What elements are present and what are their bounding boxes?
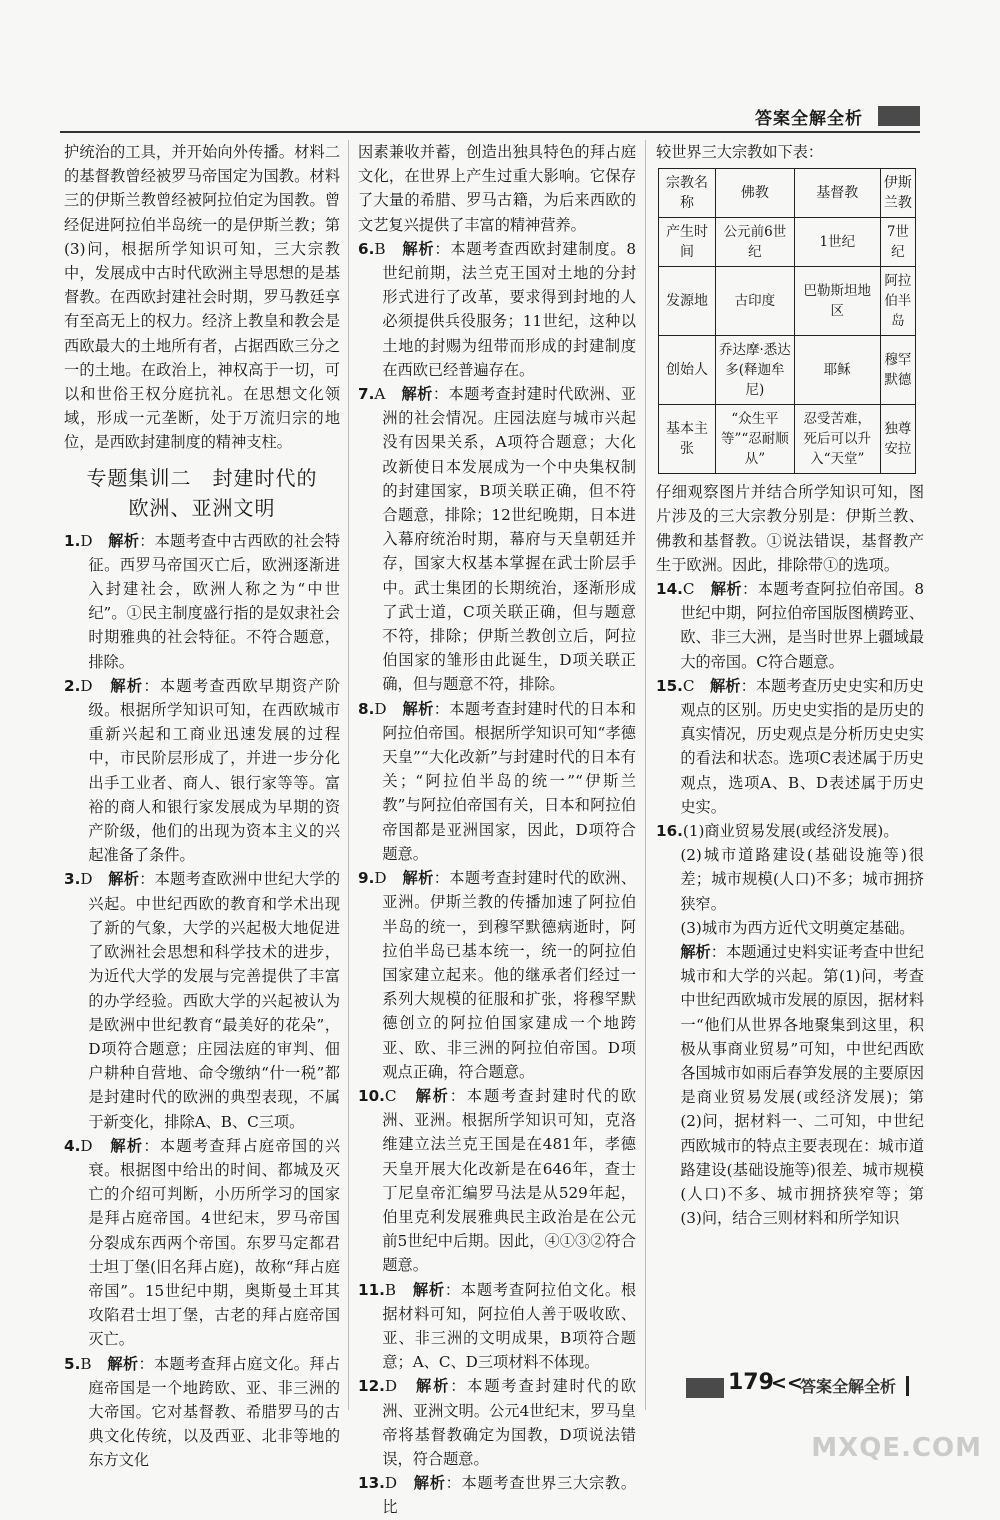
table-cell: “众生平等”“忍耐顺从”: [716, 405, 795, 474]
item-label: 解析: [709, 676, 741, 695]
table-cell: 忍受苦难，死后可以升入“天堂”: [794, 405, 880, 474]
item-label: 解析: [416, 1377, 451, 1396]
header-label: 答案全解全析: [755, 109, 863, 129]
answer-item-16: [656, 819, 924, 843]
item-number: 11.: [358, 1280, 385, 1299]
answer-item-11: [358, 1278, 636, 1375]
item-label: 解析: [110, 1136, 144, 1155]
item-label: 解析: [108, 531, 140, 550]
item-label: 解析: [402, 699, 434, 718]
item-number: 1.: [64, 531, 81, 550]
section-title: [64, 463, 340, 523]
item-label: 解析: [415, 1086, 450, 1105]
header-bar: [878, 106, 920, 126]
table-cell: 阿拉伯半岛: [880, 267, 915, 336]
footer-label: 答案全解全析: [800, 1377, 897, 1396]
item-text: ：本题考查封建时代的欧洲、亚洲。伊斯兰教的传播加速了阿拉伯半岛的统一，到穆罕默德病逝时，阿拉伯半岛已基本统一，统一的阿拉伯国家建立起来。他的继承者们经过一系列大规模的征服和扩张，将穆罕默德创立的阿拉伯国家建成一个地跨亚、欧、非三洲的阿拉伯帝国。D项观点正确，符合题意。: [382, 869, 637, 1081]
table-cell: 独尊安拉: [880, 405, 915, 474]
item-label: 解析: [401, 385, 433, 404]
answer-item-8: [358, 697, 636, 866]
watermark: MXQE.COM: [811, 1433, 982, 1463]
answer-item-6: [358, 237, 636, 382]
item-answer: A: [374, 385, 386, 404]
section-title-line1: 专题集训二 封建时代的: [86, 465, 318, 490]
table-cell: 公元前6世纪: [716, 218, 795, 267]
item-answer: B: [384, 1280, 397, 1299]
item-answer: C: [682, 580, 695, 599]
answer-item-4: [64, 1134, 340, 1352]
item-number: 6.: [358, 239, 375, 258]
column-3: [656, 140, 924, 1231]
table-cell: 穆罕默德: [880, 336, 915, 405]
table-cell: 巴勒斯坦地区: [794, 267, 880, 336]
item-number: 3.: [64, 870, 81, 889]
footer-tick: [906, 1376, 909, 1396]
item-answer: D: [374, 699, 387, 718]
table-row: [659, 405, 916, 474]
answer-item-10: [358, 1084, 636, 1278]
item-number: 13.: [358, 1474, 385, 1493]
answer-item-15: [656, 674, 924, 819]
table-cell: 耶稣: [794, 336, 880, 405]
answer-item-12: [358, 1374, 636, 1471]
item-text: ：本题考查西欧封建制度。8世纪前期，法兰克王国对土地的分封形式进行了改革，要求得到封地的人必须提供兵役服务；11世纪，这种以土地的封赐为纽带而形成的封建制度在西欧已经普遍存在。: [382, 239, 636, 379]
item-text: ：本题考查欧洲中世纪大学的兴起。中世纪西欧的教育和学术出现了新的气象，大学的兴起极大地促进了欧洲社会思想和科学技术的进步，为近代大学的发展与完善提供了丰富的办学经验。西欧大学的兴起被认为是欧洲中世纪教育“最美好的花朵”，D项符合题意；庄园法庭的审判、佃户耕种自营地、命令缴纳“什一税”都是封建时代的欧洲的典型表现，不属于新变化，排除A、B、C三项。: [88, 870, 341, 1131]
answer-item-3: [64, 867, 340, 1133]
item-text: ：本题考查西欧早期资产阶级。根据所学知识可知，在西欧城市重新兴起和工商业迅速发展的过程中，市民阶层形成了，并进一步分化出手工业者、商人、银行家等等。富裕的商人和银行家发展成为早期的资产阶级，他们的出现为资本主义的兴起准备了条件。: [88, 676, 341, 865]
col1-intro: 护统治的工具，并开始向外传播。材料二的基督教曾经被罗马帝国定为国教。材料三的伊斯兰教曾经被阿拉伯定为国教。曾经促进阿拉伯半岛统一的是伊斯兰教；第(3)问，根据所学知识可知，三大宗教中，发展成中古时代欧洲主导思想的是基督教。在西欧封建社会时期，罗马教廷享有至高无上的权力。经济上教皇和教会是西欧最大的土地所有者，占据西欧三分之一的土地。在政治上，神权高于一切，可以和世俗王权分庭抗礼。在思想文化领域，形成一元垄断，处于万流归宗的地位，是西欧封建制度的精神支柱。: [64, 143, 340, 452]
item-answer: D: [384, 1474, 398, 1493]
table-header-row: [659, 169, 916, 218]
answer-item-14: [656, 577, 924, 674]
col3-after-table: 仔细观察图片并结合所学知识可知，图片涉及的三大宗教分别是：伊斯兰教、佛教和基督教。①说法错误，基督教产生于欧洲。因此，排除带①的选项。: [656, 483, 924, 574]
column-2: [358, 140, 636, 1520]
item-16-explanation: [656, 940, 924, 1230]
answer-item-5: [64, 1352, 340, 1473]
item-text: ：本题考查封建时代的欧洲、亚洲文明。公元4世纪末，罗马皇帝将基督教确定为国教，D项说法错误，符合题意。: [382, 1377, 637, 1468]
item-label: 解析: [680, 943, 711, 962]
table-row-label: 发源地: [659, 267, 716, 336]
table-row-label: 基本主张: [659, 405, 716, 474]
item-number: 4.: [64, 1136, 81, 1155]
answer-item-9: [358, 866, 636, 1084]
table-cell: 古印度: [716, 267, 795, 336]
table-header-cell: 伊斯兰教: [880, 169, 915, 218]
item-text: ：本题考查中古西欧的社会特征。西罗马帝国灭亡后，欧洲逐渐进入封建社会，欧洲人称之为“中世纪”。①民主制度盛行指的是奴隶社会时期雅典的社会特征。不符合题意，排除。: [88, 531, 341, 671]
table-row: [659, 336, 916, 405]
column-divider-1: [348, 140, 349, 1410]
table-cell: 乔达摩·悉达多(释迦牟尼): [716, 336, 795, 405]
item-label: 解析: [108, 870, 140, 889]
item-label: 解析: [413, 1474, 446, 1493]
answer-item-2: [64, 674, 340, 868]
double-chevron-left-icon: <<: [771, 1372, 803, 1394]
item-label: 解析: [710, 580, 743, 599]
table-row-label: 产生时间: [659, 218, 716, 267]
item-label: 解析: [110, 676, 144, 695]
item-label: 解析: [107, 1354, 139, 1373]
col3-intro: 较世界三大宗教如下表：: [656, 143, 824, 161]
item-text: ：本题考查阿拉伯文化。根据材料可知，阿拉伯人善于吸收欧、亚、非三洲的文明成果，B项符合题意；A、C、D三项材料不体现。: [382, 1280, 637, 1372]
answer-item-13: [358, 1471, 636, 1519]
item-answer: D: [374, 869, 387, 888]
table-row-label: 创始人: [659, 336, 716, 405]
item-number: 10.: [358, 1086, 385, 1105]
item-number: 2.: [64, 676, 81, 695]
item-number: 9.: [358, 869, 375, 888]
item-label: 解析: [402, 239, 435, 258]
item-answer: C: [682, 676, 695, 695]
footer-bar: [686, 1378, 724, 1398]
item-answer: D: [80, 870, 93, 889]
table-row: [659, 218, 916, 267]
item-answer: D: [80, 676, 93, 695]
col2-intro: 因素兼收并蓄，创造出独具特色的拜占庭文化，在世界上产生过重大影响。它保存了大量的希腊、罗马古籍，为后来西欧的文艺复兴提供了丰富的精神营养。: [358, 143, 636, 234]
item-text: ：本题考查阿拉伯帝国。8世纪中期，阿拉伯帝国版图横跨亚、欧、非三大洲，是当时世界上疆域最大的帝国。C符合题意。: [680, 580, 925, 671]
item-subanswer-2: (2)城市道路建设(基础设施等)很差；城市规模(人口)不多；城市拥挤狭窄。: [680, 846, 924, 913]
religions-table: [658, 168, 916, 474]
column-divider-2: [645, 140, 646, 1410]
item-number: 7.: [358, 385, 375, 404]
item-number: 8.: [358, 699, 375, 718]
item-text: ：本题通过史料实证考查中世纪城市和大学的兴起。第(1)问，考查中世纪西欧城市发展的原因，据材料一“他们从世界各地聚集到这里，积极从事商业贸易”可知，中世纪西欧各国城市如雨后春笋发展的主要原因是商业贸易发展(或经济发展)；第(2)问，据材料一、二可知，中世纪西欧城市的特点主要表现在：城市道路建设(基础设施等)很差、城市规模(人口)不多、城市拥挤狭窄等；第(3)问，结合三则材料和所学知识: [680, 943, 925, 1228]
item-text: ：本题考查封建时代的日本和阿拉伯帝国。根据所学知识可知“孝德天皇”“大化改新”与封建时代的日本有关；“阿拉伯半岛的统一”“伊斯兰教”与阿拉伯帝国有关，日本和阿拉伯帝国都是亚洲国家，因此，D项符合题意。: [382, 699, 637, 863]
header-rule: [60, 131, 920, 133]
table-header-cell: 宗教名称: [659, 169, 716, 218]
item-answer: D: [384, 1377, 398, 1396]
item-number: 14.: [656, 580, 683, 599]
item-number: 5.: [64, 1354, 81, 1373]
item-answer: C: [384, 1086, 397, 1105]
item-text: ：本题考查世界三大宗教。比: [382, 1474, 637, 1517]
item-number: 12.: [358, 1377, 385, 1396]
answer-item-7: [358, 382, 636, 697]
section-title-line2: 欧洲、亚洲文明: [128, 495, 276, 520]
item-text: ：本题考查封建时代的欧洲、亚洲。根据所学知识可知，克洛维建立法兰克王国是在481年，孝德天皇开展大化改新是在646年，查士丁尼皇帝汇编罗马法是从529年起，伯里克利发展雅典民主政治是在公元前5世纪中后期。因此，④①③②符合题意。: [382, 1086, 637, 1275]
item-text: ：本题考查历史史实和历史观点的区别。历史史实指的是历史的真实情况，历史观点是分析历史史实的看法和状态。选项C表述属于历史观点，选项A、B、D表述属于历史史实。: [680, 676, 925, 816]
column-1: [64, 140, 340, 1473]
item-answer: D: [80, 531, 93, 550]
item-label: 解析: [412, 1280, 445, 1299]
table-header-cell: 基督教: [794, 169, 880, 218]
item-number: 15.: [656, 676, 683, 695]
item-subanswer-3: (3)城市为西方近代文明奠定基础。: [680, 918, 915, 937]
item-answer: B: [374, 239, 386, 258]
item-answer: D: [80, 1136, 93, 1155]
table-cell: 7世纪: [880, 218, 915, 267]
item-subanswer-1: (1)商业贸易发展(或经济发展)。: [682, 822, 899, 841]
item-text: ：本题考查拜占庭文化。拜占庭帝国是一个地跨欧、亚、非三洲的大帝国。它对基督教、希腊罗马的古典文化传统，以及西亚、北非等地的东方文化: [88, 1354, 341, 1470]
item-text: ：本题考查封建时代欧洲、亚洲的社会情况。庄园法庭与城市兴起没有因果关系，A项符合题意；大化改新使日本发展成为一个中央集权制的封建国家，B项关联正确，但不符合题意，排除；12世纪晚期，日本进入幕府统治时期，幕府与天皇朝廷并存，国家大权基本掌握在武士阶层手中。武士集团的长期统治，逐渐形成了武士道，C项关联正确，但与题意不符，排除；伊斯兰教创立后，阿拉伯国家的雏形由此诞生，D项关联正确，但与题意不符，排除。: [382, 385, 637, 694]
item-answer: B: [80, 1354, 92, 1373]
table-cell: 1世纪: [794, 218, 880, 267]
table-row: [659, 267, 916, 336]
item-text: ：本题考查拜占庭帝国的兴衰。根据图中给出的时间、都城及灭亡的介绍可判断，小历所学习的国家是拜占庭帝国。4世纪末，罗马帝国分裂成东西两个帝国。东罗马定都君士坦丁堡(旧名拜占庭)，故称“拜占庭帝国”。15世纪中期，奥斯曼土耳其攻陷君士坦丁堡，古老的拜占庭帝国灭亡。: [88, 1136, 341, 1349]
item-number: 16.: [656, 822, 683, 841]
item-label: 解析: [402, 869, 434, 888]
page-number: 179: [728, 1370, 774, 1395]
answer-item-1: [64, 529, 340, 674]
table-header-cell: 佛教: [716, 169, 795, 218]
